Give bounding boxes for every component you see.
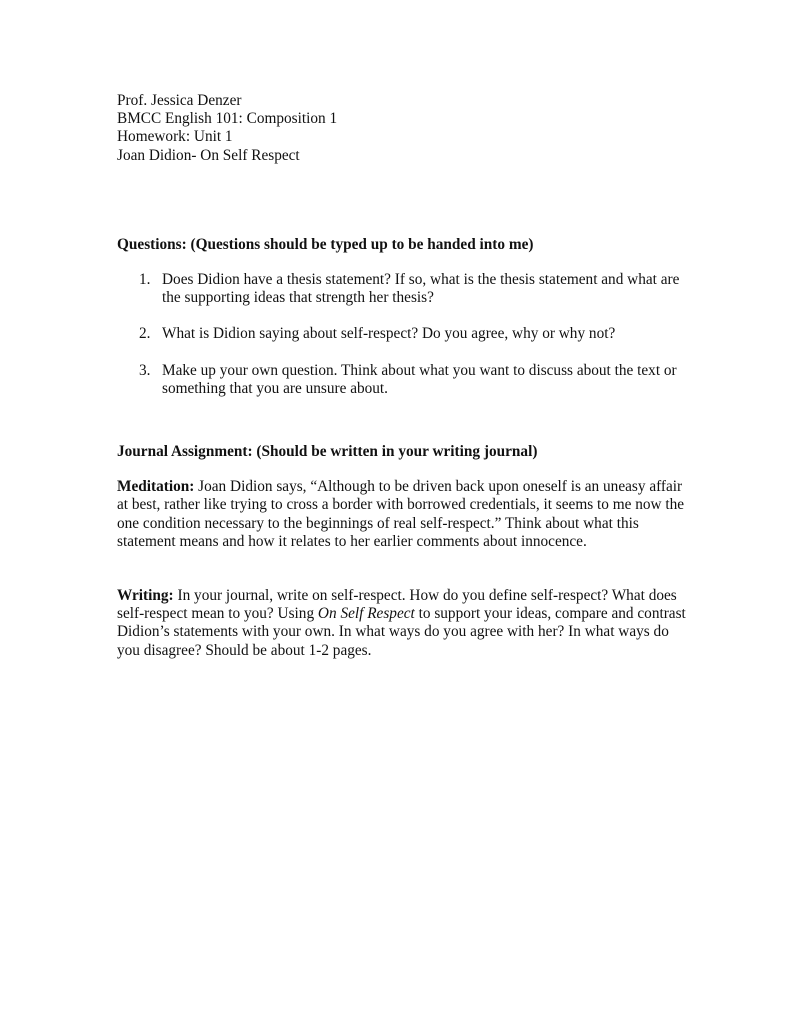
essay-title: On Self Respect	[317, 605, 415, 623]
questions-heading: Questions: (Questions should be typed up to be handed into me)	[117, 235, 534, 253]
meditation-label: Meditation:	[117, 478, 195, 496]
writing-label: Writing:	[117, 587, 174, 605]
meditation-paragraph	[117, 478, 687, 551]
document-page	[117, 92, 687, 660]
course-name: BMCC English 101: Composition 1	[117, 110, 338, 128]
writing-text-after: to support your ideas, compare and contrast Didion’s statements with your own. In what ways do you agree with her? In what ways do you disagree? Should be about 1-2 pages.	[117, 605, 686, 659]
homework-label: Homework: Unit 1	[117, 128, 233, 146]
list-item	[117, 271, 687, 307]
writing-paragraph	[117, 587, 687, 660]
list-item	[117, 362, 687, 398]
question-number: 1.	[139, 271, 151, 289]
writing-text-before: In your journal, write on self-respect. How do you define self-respect? What does self-respect mean to you? Using	[117, 587, 677, 623]
question-text: Make up your own question. Think about what you want to discuss about the text or something that you are unsure about.	[162, 361, 677, 397]
questions-list	[117, 271, 687, 398]
journal-heading: Journal Assignment: (Should be written in your writing journal)	[117, 443, 538, 461]
list-item	[117, 325, 687, 343]
question-text: Does Didion have a thesis statement? If so, what is the thesis statement and what are the supporting ideas that strength her thesis?	[162, 271, 680, 307]
question-text: What is Didion saying about self-respect? Do you agree, why or why not?	[162, 325, 616, 343]
question-number: 3.	[139, 361, 151, 379]
reading-title: Joan Didion- On Self Respect	[117, 146, 300, 164]
header-block	[117, 92, 687, 165]
meditation-text: Joan Didion says, “Although to be driven back upon oneself is an uneasy affair at best, rather like trying to cross a border with borrowed credentials, it seems to me now the one condition necessary to the beginnings of real self-respect.” Think about what this statement means and how it relates to her earlier comments about innocence.	[117, 478, 685, 550]
professor-name: Prof. Jessica Denzer	[117, 92, 242, 109]
question-number: 2.	[139, 325, 151, 343]
